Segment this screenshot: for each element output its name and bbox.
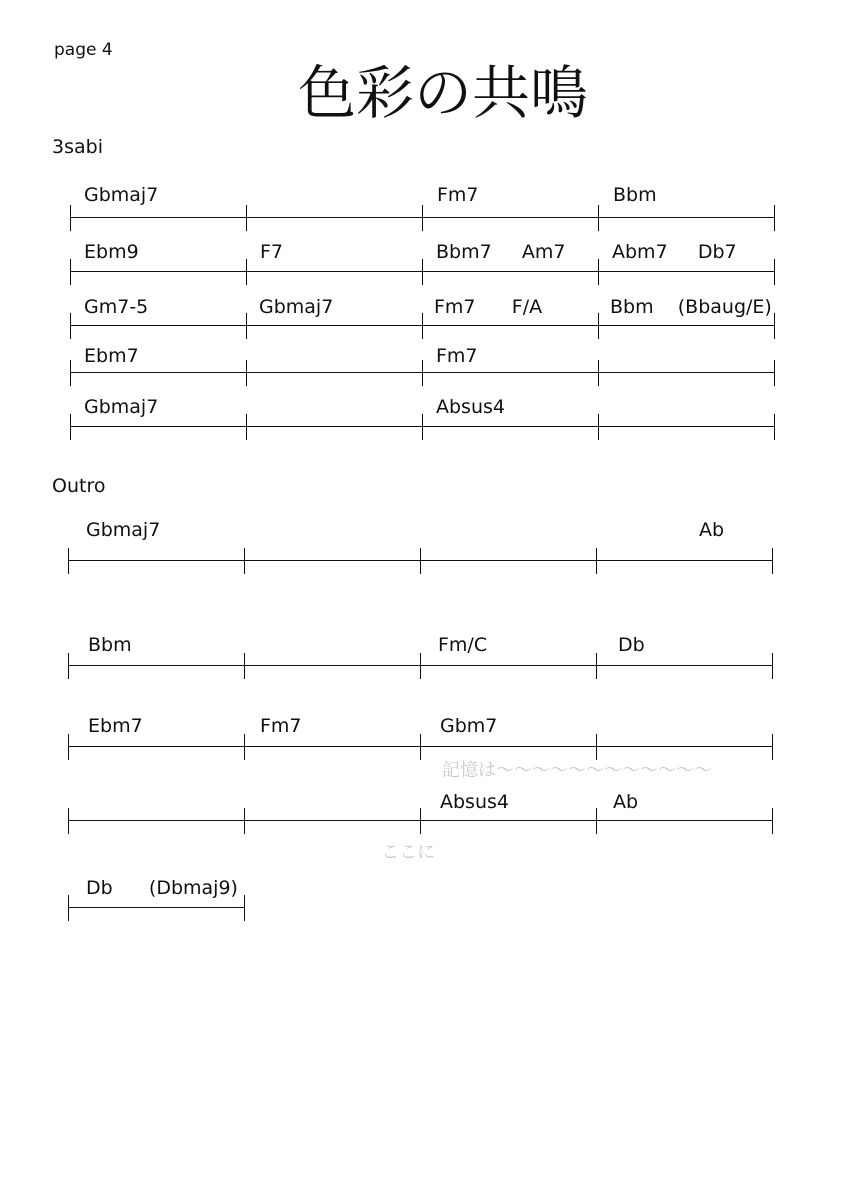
bar-line [420,734,421,760]
chord-label: Ebm9 [84,241,139,263]
chord-label: Gbmaj7 [86,519,161,541]
bar-line [244,895,245,921]
chord-label: Bbm [88,634,132,656]
bar-line [422,313,423,339]
bar-line [598,259,599,285]
bar-line [772,548,773,574]
lyric-kioku: 記憶は〜〜〜〜〜〜〜〜〜〜〜〜 [442,760,712,781]
chord-label: Fm7 [260,715,302,737]
chord-label: Fm7 [436,345,478,367]
chord-label: Bbm [613,184,657,206]
bar-line [244,808,245,834]
section-label-3sabi: 3sabi [52,136,103,158]
chord-label: Absus4 [440,791,509,813]
bar-line [246,259,247,285]
bar-line [598,360,599,386]
chord-label: Fm7 F/A [434,296,543,318]
bar-line [68,734,69,760]
chord-label: Gbmaj7 [84,184,159,206]
chord-label: Gbmaj7 [84,396,159,418]
chord-label: Ab [613,791,639,813]
chord-label: Gm7-5 [84,296,149,318]
bar-line [422,259,423,285]
song-title: 色彩の共鳴 [297,59,588,127]
chord-label: Fm7 [437,184,479,206]
bar-line [422,414,423,440]
bar-line [68,548,69,574]
bar-line [70,313,71,339]
bar-line [420,653,421,679]
bar-line [246,313,247,339]
bar-line [774,259,775,285]
bar-line [420,808,421,834]
bar-line [774,414,775,440]
section-label-outro: Outro [52,475,106,497]
chord-label: F7 [260,241,284,263]
bar-line [420,548,421,574]
bar-line [246,414,247,440]
bar-line [246,205,247,231]
chord-label: Gbm7 [440,715,498,737]
bar-line [596,653,597,679]
chord-label: Ebm7 [88,715,143,737]
bar-line [598,414,599,440]
chord-label: Absus4 [436,396,505,418]
bar-line [774,205,775,231]
bar-line [68,895,69,921]
bar-line [68,653,69,679]
bar-line [598,205,599,231]
chord-label: Fm/C [438,634,488,656]
chord-label: Db (Dbmaj9) [86,877,238,899]
bar-line [772,808,773,834]
bar-line [70,414,71,440]
bar-line [422,360,423,386]
bar-line [772,734,773,760]
chord-label: Bbm7 Am7 [436,241,566,263]
bar-line [774,313,775,339]
chord-label: Abm7 Db7 [612,241,737,263]
chord-label: Db [618,634,645,656]
bar-line [598,313,599,339]
chord-label: Ab [699,519,725,541]
staff-line [69,907,245,908]
bar-line [68,808,69,834]
bar-line [244,734,245,760]
bar-line [244,653,245,679]
bar-line [70,205,71,231]
bar-line [70,360,71,386]
bar-line [70,259,71,285]
chord-label: Gbmaj7 [259,296,334,318]
lyric-kokoni: ここに [381,842,435,863]
bar-line [774,360,775,386]
bar-line [596,548,597,574]
bar-line [246,360,247,386]
bar-line [244,548,245,574]
bar-line [772,653,773,679]
bar-line [422,205,423,231]
bar-line [596,808,597,834]
chord-label: Ebm7 [84,345,139,367]
chord-label: Bbm (Bbaug/E) [610,296,772,318]
page-number: page 4 [54,40,113,60]
